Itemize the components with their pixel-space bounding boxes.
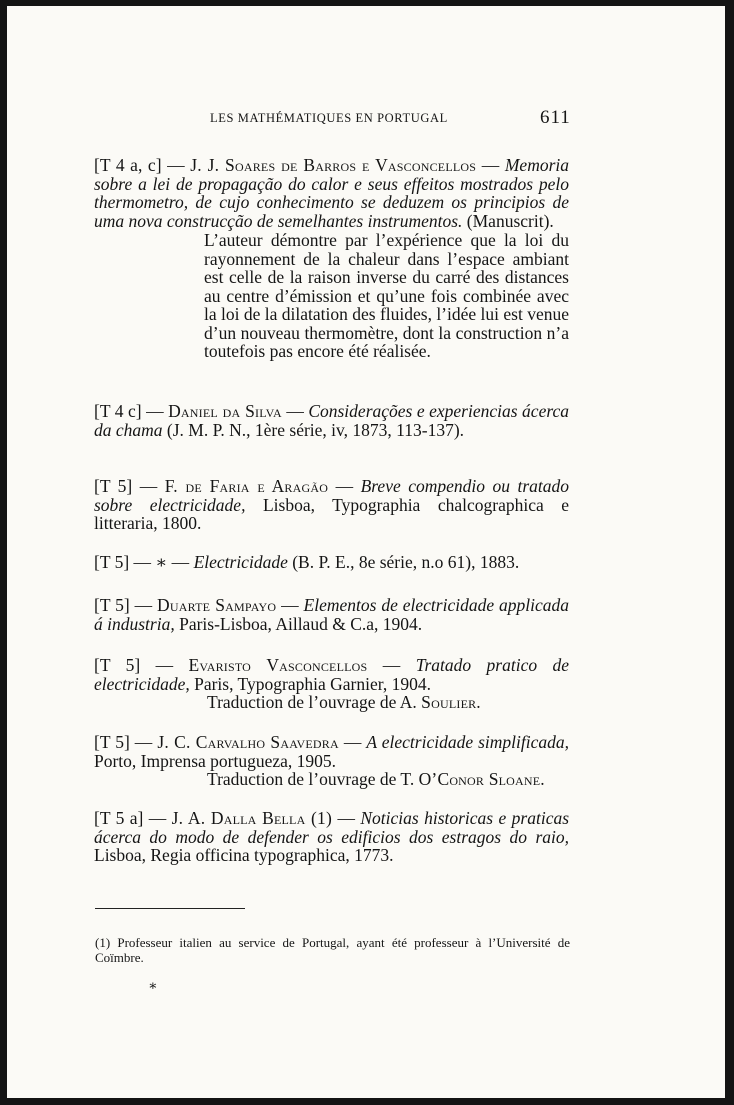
translation-author: Soulier. bbox=[421, 692, 481, 712]
entry-author: Evaristo Vasconcellos bbox=[188, 655, 368, 675]
footnote: (1) Professeur italien au service de Portugal, ayant été professeur à l’Université de Coïmbre. bbox=[95, 935, 570, 965]
entry-author: J. C. Carvalho Saavedra bbox=[157, 732, 339, 752]
entry-title: A electricidade simplificada, bbox=[366, 732, 570, 752]
entry-author: ∗ — bbox=[155, 552, 190, 572]
entry-tag: [T 5] — bbox=[94, 595, 153, 615]
bibliography-entry: [T 4 c] — Daniel da Silva — Considerações e experiencias ácerca da chama (J. M. P. N., 1ère série, iv, 1873, 113-137). bbox=[94, 401, 570, 440]
entry-title: Tratado pratico de electricidade, bbox=[94, 655, 570, 694]
book-page bbox=[7, 6, 725, 1098]
bibliography-entry: [T 5 a] — J. A. Dalla Bella (1) — Noticias historicas e praticas ácerca do modo de defender os edificios dos estragos do raio, Lisboa, Regia officina typographica, 1773. bbox=[94, 808, 570, 865]
translation-prefix: Traduction de l’ouvrage de T. bbox=[207, 769, 415, 789]
entry-tag: [T 5] — bbox=[94, 732, 153, 752]
entry-author: Duarte Sampayo bbox=[157, 595, 277, 615]
bibliography-entry: [T 4 a, c] — J. J. Soares de Barros e Vasconcellos — Memoria sobre a lei de propagação do calor e seus effeitos mostrados pelo thermometro, de cujo conhecimento se deduzem os principios de uma nova construcção de semelhantes instrumentos. (Manuscrit). L’auteur démontre par l’expérience que la loi du rayonnement de la chaleur dans l’espace ambiant est celle de la raison inverse du carré des distances au centre d’émission et qu’une fois combinée avec la loi de la dilatation des fluides, l’idée lui est venue d’un nouveau thermomètre, dont la construction n’a toutefois pas encore été réalisée. bbox=[94, 155, 570, 361]
entry-publication: (Manuscrit). bbox=[466, 210, 554, 231]
entry-publication: Porto, Imprensa portugueza, 1905. bbox=[94, 750, 337, 771]
entry-title: Considerações e experiencias ácerca da chama bbox=[94, 401, 570, 440]
running-title: LES MATHÉMATIQUES EN PORTUGAL bbox=[210, 111, 448, 125]
entry-author: Daniel da Silva bbox=[168, 401, 282, 421]
translation-prefix: Traduction de l’ouvrage de A. bbox=[207, 692, 417, 712]
page-number: 611 bbox=[540, 107, 571, 128]
translation-author: O’Conor Sloane. bbox=[418, 769, 545, 789]
entry-author: J. J. Soares de Barros e Vasconcellos bbox=[190, 155, 477, 175]
entry-publication: Lisboa, Regia officina typographica, 1773. bbox=[94, 845, 394, 865]
bibliography-entry: [T 5] — Duarte Sampayo — Elementos de electricidade applicada á industria, Paris-Lisboa, Aillaud & C.a, 1904. bbox=[94, 595, 570, 634]
entry-title: Breve compendio ou tratado sobre electricidade, bbox=[94, 476, 569, 515]
entry-author: F. de Faria e Aragão bbox=[164, 476, 329, 496]
entry-note: L’auteur démontre par l’expérience que la loi du rayonnement de la chaleur dans l’espace ambiant est celle de la raison inverse du carré des distances au centre d’émission et qu’une fois combinée avec la loi de la dilatation des fluides, l’idée lui est venue d’un nouveau thermomètre, dont la construction n’a toutefois pas encore été réalisée. bbox=[204, 230, 569, 361]
footnote-divider bbox=[95, 908, 245, 909]
entry-publication: (B. P. E., 8e série, n.o 61), 1883. bbox=[292, 552, 520, 572]
entry-translation bbox=[207, 770, 569, 789]
bibliography-entry bbox=[94, 553, 569, 572]
entry-author: J. A. Dalla Bella (1) bbox=[171, 808, 333, 828]
bibliography-entry: [T 5] — F. de Faria e Aragão — Breve compendio ou tratado sobre electricidade, Lisboa, Typographia chalcographica e litteraria, 1800. bbox=[94, 476, 569, 533]
entry-translation bbox=[207, 693, 569, 712]
entry-publication: Paris, Typographia Garnier, 1904. bbox=[194, 673, 431, 694]
entry-title: Elementos de electricidade applicada á industria, bbox=[94, 595, 570, 634]
entry-title: Electricidade bbox=[193, 552, 288, 572]
entry-title: Memoria sobre a lei de propagação do calor e seus effeitos mostrados pelo thermometro, de cujo conhecimento se deduzem os principios de uma nova construcção de semelhantes instrumentos. bbox=[94, 155, 570, 231]
bibliography-entry: [T 5] — J. C. Carvalho Saavedra — A electricidade simplificada, Porto, Imprensa portugueza, 1905. Traduction de l’ouvrage de T. O’Conor Sloane. bbox=[94, 732, 570, 789]
entry-publication: Paris-Lisboa, Aillaud & C.a, 1904. bbox=[179, 613, 423, 634]
entry-tag: [T 5] — bbox=[94, 655, 174, 675]
entry-publication: (J. M. P. N., 1ère série, iv, 1873, 113-137). bbox=[166, 419, 465, 440]
entry-title: Noticias historicas e praticas ácerca do modo de defender os edificios dos estragos do raio, bbox=[94, 808, 570, 847]
entry-tag: [T 5] — bbox=[94, 476, 158, 496]
entry-tag: [T 4 c] — bbox=[94, 401, 164, 421]
bibliography-entry: [T 5] — Evaristo Vasconcellos — Tratado pratico de electricidade, Paris, Typographia Garnier, 1904. Traduction de l’ouvrage de A. Soulier. bbox=[94, 655, 570, 712]
asterisk-mark: ∗ bbox=[148, 979, 158, 994]
entry-tag: [T 5] — bbox=[94, 552, 152, 572]
entry-tag: [T 4 a, c] — bbox=[94, 155, 185, 175]
entry-tag: [T 5 a] — bbox=[94, 808, 167, 828]
entry-publication: Lisboa, Typographia chalcographica e litteraria, 1800. bbox=[94, 494, 569, 533]
